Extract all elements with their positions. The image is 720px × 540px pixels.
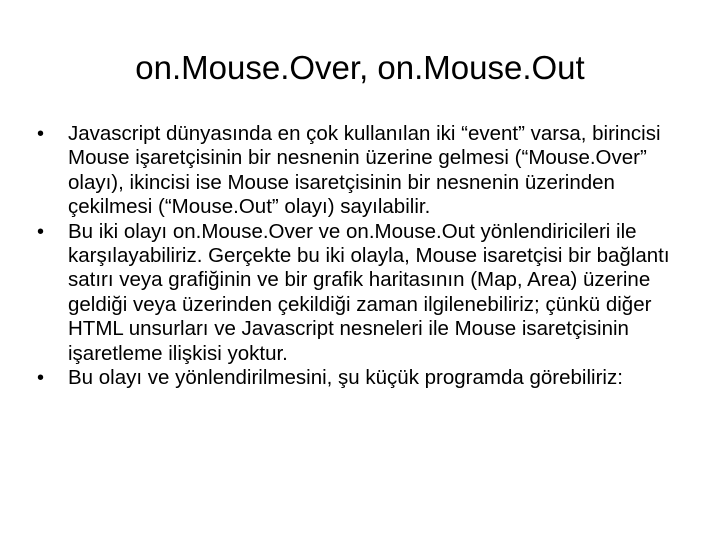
- bullet-text: Bu iki olayı on.Mouse.Over ve on.Mouse.Out yönlendiricileri ile karşılayabiliriz. Gerçekte bu iki olayla, Mouse isaretçisi bir bağlantı satırı veya grafiğinin ve bir grafik haritasının (Map, Area) üzerine geldiği veya üzerinden çekildiği zaman ilgilenebiliriz; çünkü diğer HTML unsurları ve Javascript nesneleri ile Mouse isaretçisinin işaretleme ilişkisi yoktur.: [68, 219, 670, 365]
- bullet-icon: •: [37, 367, 45, 390]
- bullet-icon: •: [37, 220, 45, 243]
- bullet-item: [36, 122, 672, 220]
- bullet-list: [36, 122, 672, 390]
- bullet-item: [36, 366, 672, 390]
- slide-title: on.Mouse.Over, on.Mouse.Out: [135, 49, 585, 86]
- bullet-text: Bu olayı ve yönlendirilmesini, şu küçük programda görebiliriz:: [68, 366, 623, 390]
- bullet-icon: •: [37, 123, 45, 145]
- bullet-item: [36, 220, 672, 366]
- bullet-text: Javascript dünyasında en çok kullanılan iki “event” varsa, birincisi Mouse işaretçisinin bir nesnenin üzerine gelmesi (“Mouse.Over” olayı), ikincisi ise Mouse isaretçisinin bir nesnenin üzerinden çekilmesi (“Mouse.Out” olayı) sayılabilir.: [68, 122, 661, 219]
